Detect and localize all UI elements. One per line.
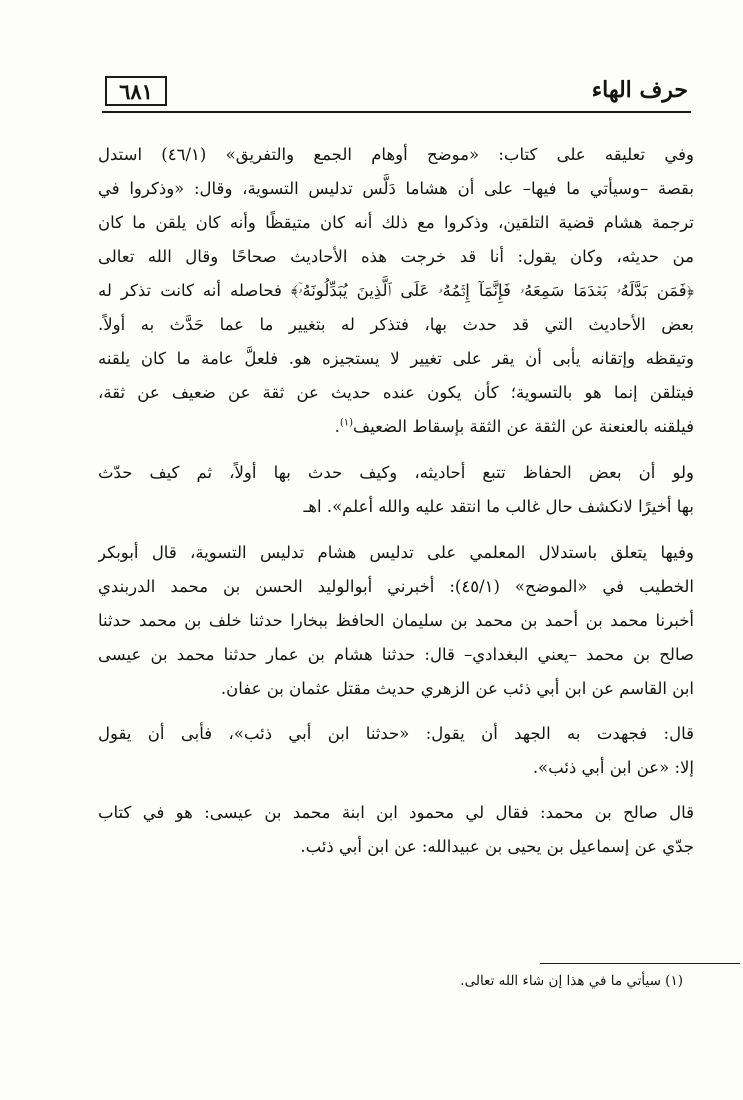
text-line	[98, 410, 694, 444]
text-line: وفيها يتعلق باستدلال المعلمي على تدليس هشام تدليس التسوية، قال أبوبكر	[98, 543, 694, 562]
text-line: ولو أن بعض الحفاظ تتبع أحاديثه، وكيف حدث بها أولاً، ثم كيف حدّث	[98, 463, 694, 482]
paragraph-spacer	[98, 444, 694, 456]
text-line: إلا: «عن ابن أبي ذئب».	[532, 758, 694, 777]
text-line: فيتلقن إنما هو بالتسوية؛ كأن يكون عنده حديث عن ثقة عن ضعيف عن ثقة،	[98, 383, 694, 402]
text-line: ابن القاسم عن ابن أبي ذئب عن الزهري حديث مقتل عثمان بن عفان.	[220, 679, 694, 698]
paragraph-spacer	[98, 706, 694, 717]
footnote-reference: (١)	[339, 417, 354, 429]
text-line: صالح بن محمد –يعني البغدادي– قال: حدثنا هشام بن عمار حدثنا محمد بن عيسى	[98, 645, 694, 664]
page-number: ٦٨١	[119, 78, 153, 104]
text-line: قال: فجهدت به الجهد أن يقول: «حدثنا ابن أبي ذئب»، فأبى أن يقول	[98, 724, 694, 743]
quran-verse-line: ﴿فَمَن بَدَّلَهُۥ بَعۡدَمَا سَمِعَهُۥ فَإِنَّمَآ إِثۡمُهُۥ عَلَى ٱلَّذِينَ يُبَدِّلُونَهُۥٓ﴾ فحاصله أنه كانت تذكر له	[98, 281, 694, 300]
text-line: قال صالح بن محمد: فقال لي محمود ابن ابنة محمد بن عيسى: هو في كتاب	[98, 803, 694, 822]
text-line: بها أخيرًا لانكشف حال غالب ما انتقد عليه والله أعلم». اهـ	[303, 497, 694, 516]
page-body	[98, 138, 694, 864]
paragraph-4	[98, 717, 694, 785]
paragraph-spacer	[98, 785, 694, 796]
running-title: حرف الهاء	[591, 77, 688, 103]
page-header	[0, 72, 743, 118]
text-line: وفي تعليقه على كتاب: «موضح أوهام الجمع والتفريق» (٤٦/١) استدل	[98, 145, 694, 164]
paragraph-2	[98, 456, 694, 524]
text-line: وتيقظه وإتقانه يأبى أن يقر على تغيير لا يستجيزه هو. فلعلَّ عامة ما كان يلقنه	[98, 349, 694, 368]
page-number-box	[105, 76, 167, 106]
paragraph-spacer	[98, 524, 694, 536]
text-line: بعض الأحاديث التي قد حدث بها، فتذكر له بتغيير ما عما حَدَّث به أولاً.	[98, 315, 694, 334]
footnote-rule	[540, 963, 740, 964]
text-line: الخطيب في «الموضح» (٤٥/١): أخبرني أبوالوليد الحسن بن محمد الدربندي	[98, 577, 694, 596]
text-line: جدّي عن إسماعيل بن يحيى بن عبيدالله: عن ابن أبي ذئب.	[300, 837, 694, 856]
paragraph-1	[98, 138, 694, 444]
paragraph-5	[98, 796, 694, 864]
text-line: من حديثه، وكان يقول: أنا قد خرجت هذه الأحاديث صحاحًا وقال الله تعالى	[98, 247, 694, 266]
text-line: ترجمة هشام قضية التلقين، وذكروا مع ذلك أنه كان متيقظًا وأنه كان يلقن ما كان	[98, 213, 694, 232]
text-line: بقصة –وسيأتي ما فيها– على أن هشاما دَلَّس تدليس التسوية، وقال: «وذكروا في	[98, 179, 694, 198]
text-line: أخبرنا محمد بن أحمد بن محمد بن سليمان الحافظ ببخارا حدثنا خلف بن محمد حدثنا	[98, 611, 694, 630]
line-tail: .	[334, 417, 340, 436]
footnote: (١) سيأتي ما في هذا إن شاء الله تعالى.	[460, 973, 683, 989]
paragraph-3	[98, 536, 694, 706]
header-rule	[102, 111, 691, 113]
line-text: فيلقنه بالعنعنة عن الثقة عن الثقة بإسقاط الضعيف	[353, 417, 694, 436]
